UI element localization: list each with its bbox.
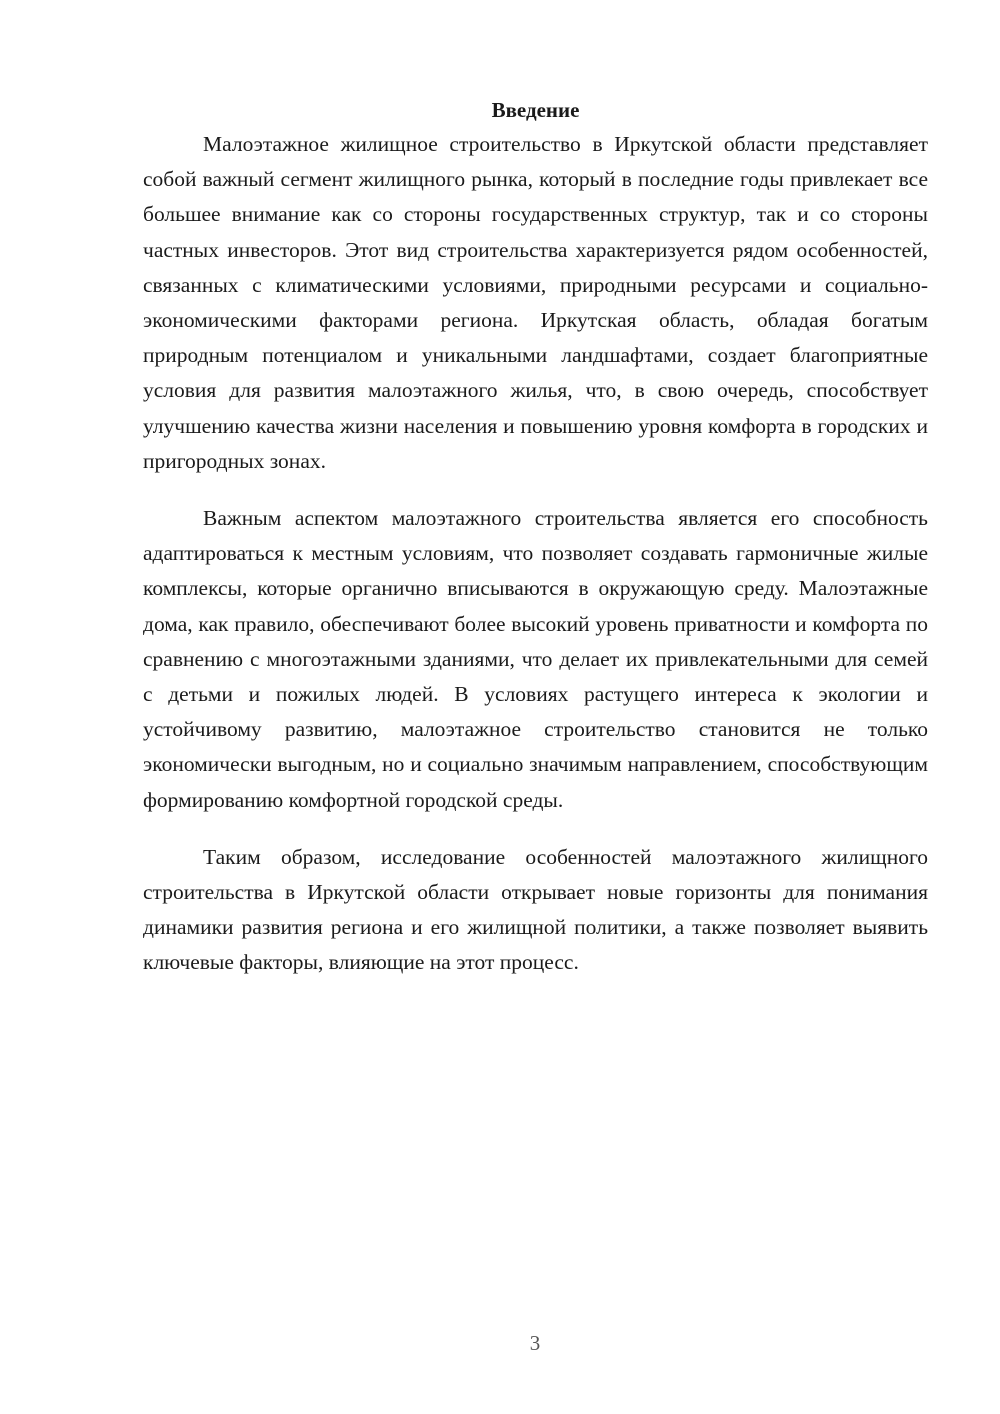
paragraph-2: Важным аспектом малоэтажного строительства является его способность адаптироваться к местным условиям, что позволяет создавать гармоничные жилые комплексы, которые органично вписываются в окружающую среду. Малоэтажные дома, как правило, обеспечивают более высокий уровень приватности и комфорта по сравнению с многоэтажными зданиями, что делает их привлекательными для семей с детьми и пожилых людей. В условиях растущего интереса к экологии и устойчивому развитию, малоэтажное строительство становится не только экономически выгодным, но и социально значимым направлением, способствующим формированию комфортной городской среды.	[143, 506, 928, 812]
document-body	[143, 92, 928, 981]
paragraph-3: Таким образом, исследование особенностей малоэтажного жилищного строительства в Иркутской области открывает новые горизонты для понимания динамики развития региона и его жилищной политики, а также позволяет выявить ключевые факторы, влияющие на этот процесс.	[143, 844, 928, 975]
section-title: Введение	[491, 98, 580, 122]
page-number: 3	[529, 1331, 541, 1355]
paragraph-1: Малоэтажное жилищное строительство в Иркутской области представляет собой важный сегмент жилищного рынка, который в последние годы привлекает все большее внимание как со стороны государственных структур, так и со стороны частных инвесторов. Этот вид строительства характеризуется рядом особенностей, связанных с климатическими условиями, природными ресурсами и социально-экономическими факторами региона. Иркутская область, обладая богатым природным потенциалом и уникальными ландшафтами, создает благоприятные условия для развития малоэтажного жилья, что, в свою очередь, способствует улучшению качества жизни населения и повышению уровня комфорта в городских и пригородных зонах.	[143, 132, 928, 473]
